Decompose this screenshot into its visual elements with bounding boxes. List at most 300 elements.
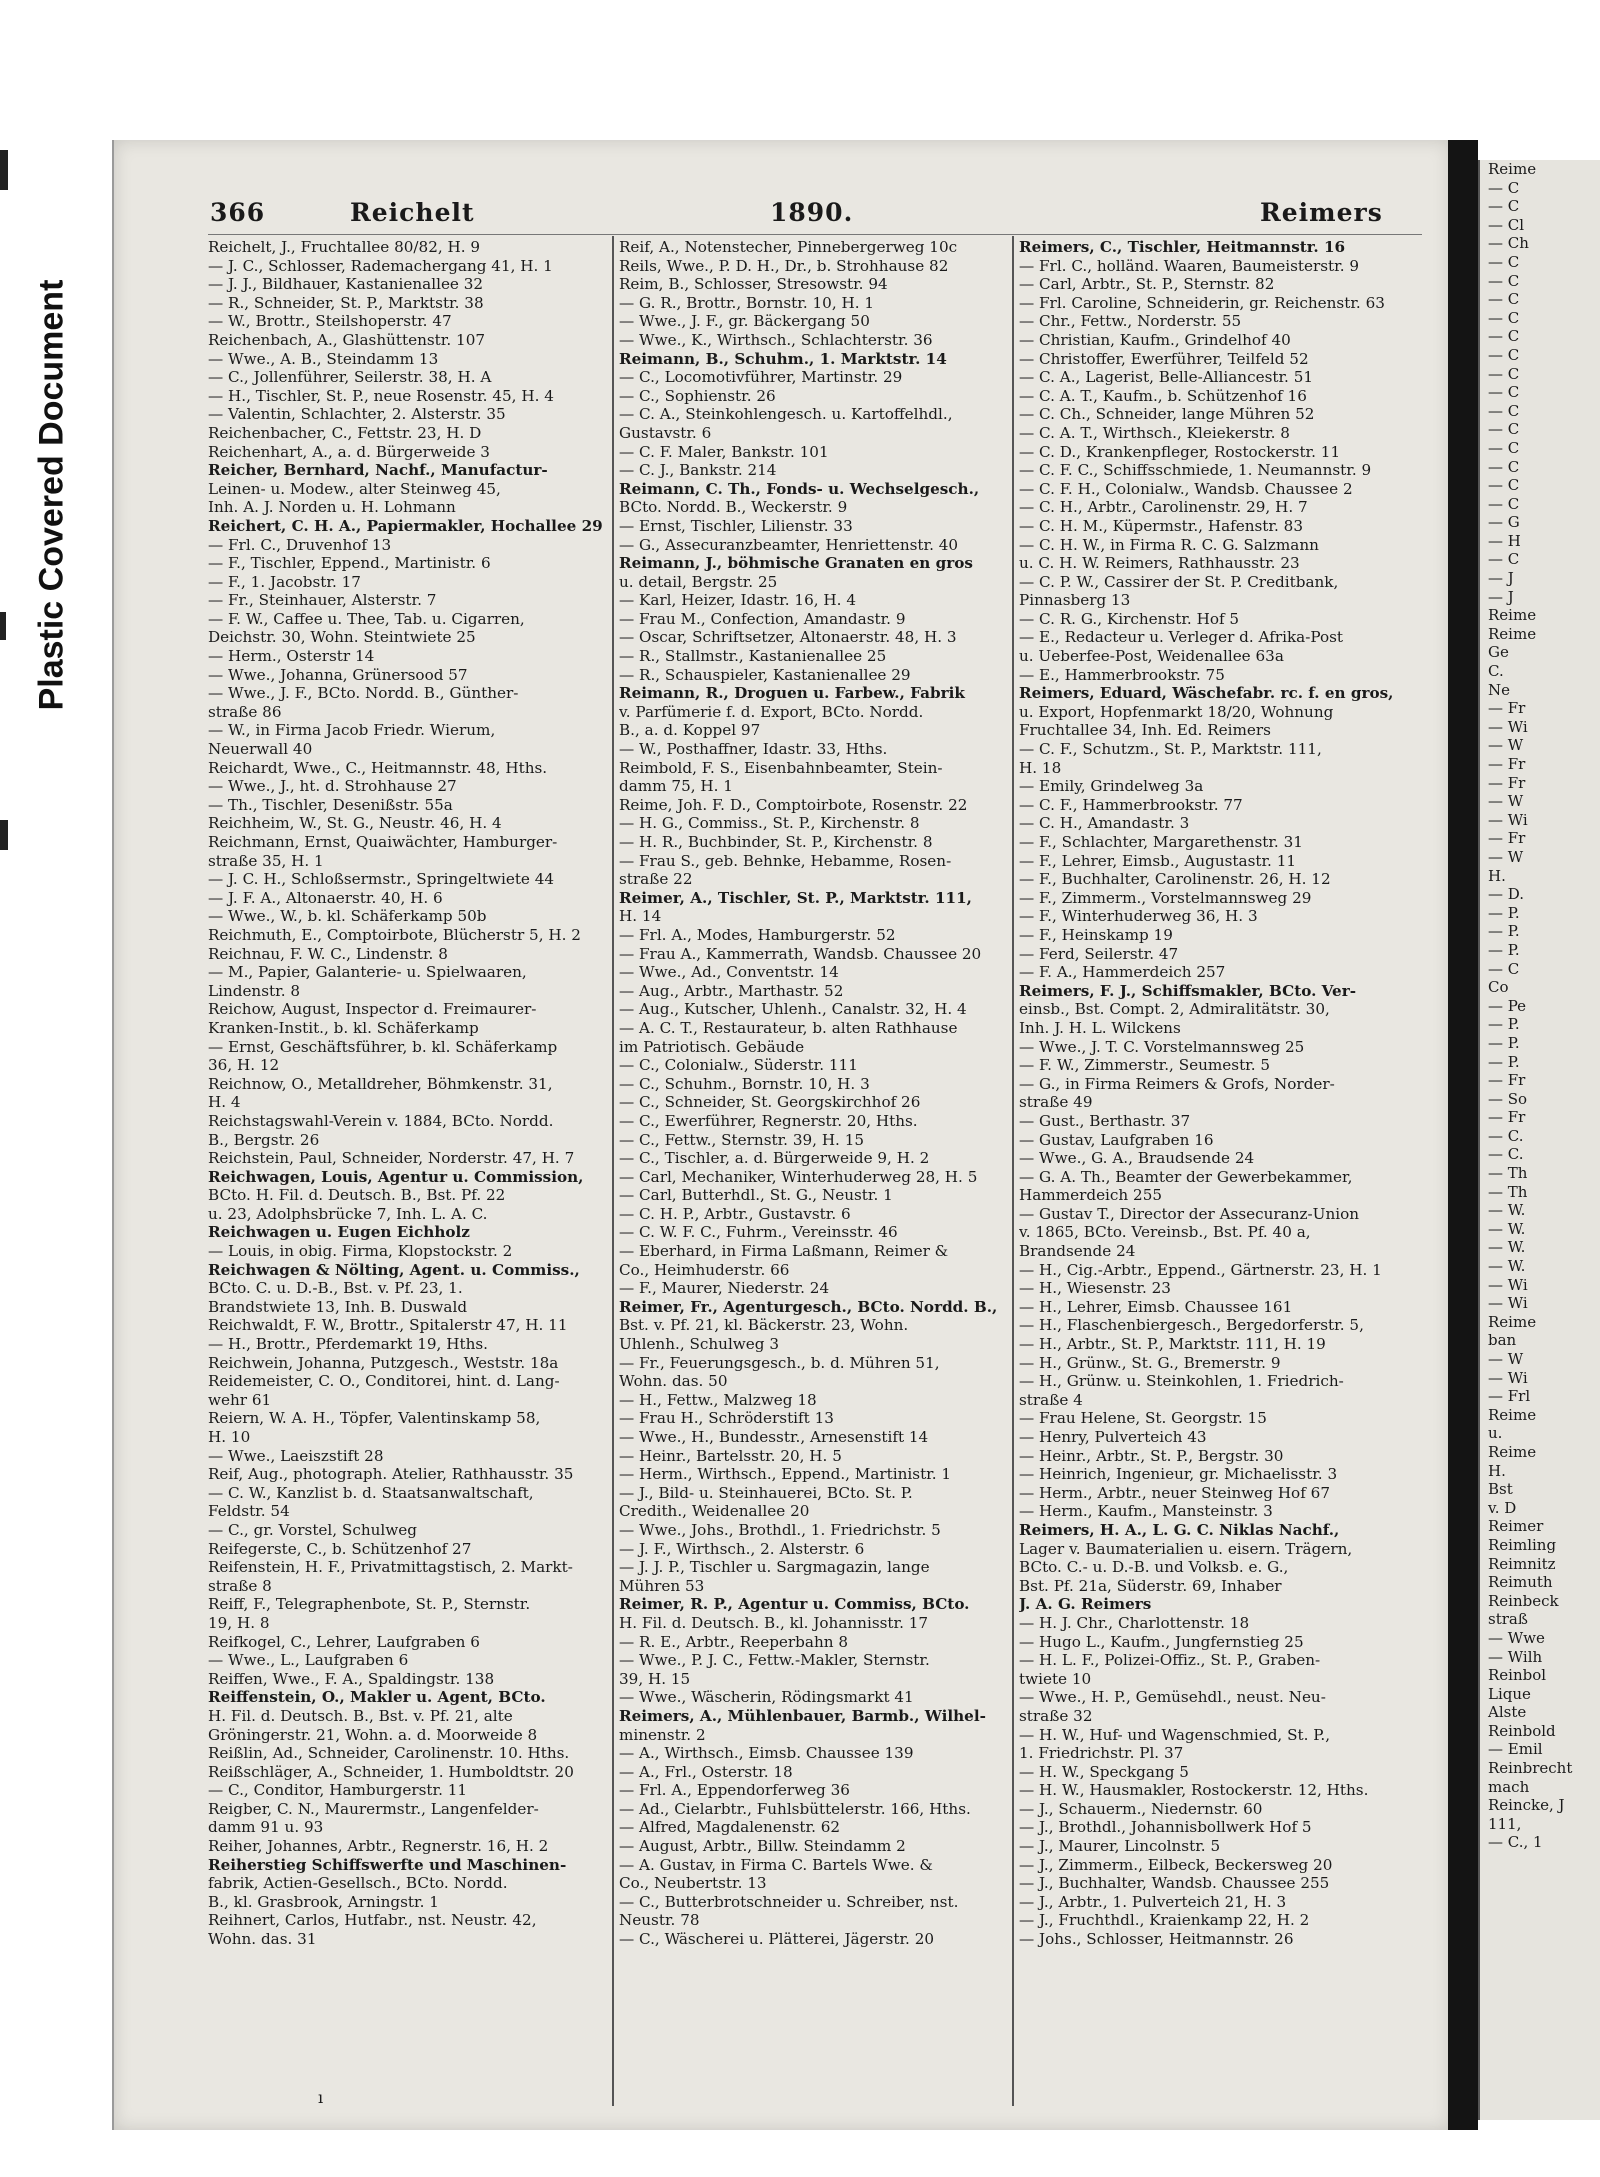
directory-entry-line: — Th., Tischler, Desenißstr. 55a (208, 795, 453, 814)
adjacent-page-line: Alste (1488, 1703, 1527, 1722)
adjacent-page-line: — Emil (1488, 1740, 1543, 1759)
adjacent-page-line: — Wwe (1488, 1628, 1545, 1647)
directory-entry-line: — H., Tischler, St. P., neue Rosenstr. 45, H. 4 (208, 386, 554, 405)
directory-entry-line: Brandstwiete 13, Inh. B. Duswald (208, 1297, 468, 1316)
header-left-keyword: Reichelt (350, 198, 475, 227)
adjacent-page-line: — C (1488, 178, 1520, 197)
directory-entry-line: — Gustav T., Director der Assecuranz-Union (1019, 1204, 1360, 1223)
adjacent-page-line: — So (1488, 1089, 1528, 1108)
adjacent-page-line: mach (1488, 1777, 1530, 1796)
adjacent-page-line: — Wi (1488, 717, 1528, 736)
directory-entry-line: — F., Winterhuderweg 36, H. 3 (1019, 907, 1258, 926)
directory-entry-line: — C., Locomotivführer, Martinstr. 29 (619, 368, 903, 387)
adjacent-page-line: — P. (1488, 922, 1520, 941)
adjacent-page-line: Reime (1488, 624, 1537, 643)
directory-entry-line: — C., Schuhm., Bornstr. 10, H. 3 (619, 1074, 870, 1093)
directory-entry-line: Inh. A. J. Norden u. H. Lohmann (208, 498, 456, 517)
directory-entry-line: — Eberhard, in Firma Laßmann, Reimer & (619, 1242, 949, 1261)
directory-entry-line: Wohn. das. 50 (619, 1372, 728, 1391)
directory-entry-line: — Wwe., Ad., Conventstr. 14 (619, 963, 839, 982)
directory-entry-line: u. detail, Bergstr. 25 (619, 572, 778, 591)
directory-entry-line: — E., Redacteur u. Verleger d. Afrika-Post (1019, 628, 1344, 647)
directory-entry-line: J. A. G. Reimers (1019, 1595, 1152, 1614)
directory-entry-line: Reiherstieg Schiffswerfte und Maschinen- (208, 1855, 567, 1874)
directory-entry-line: — Frl. C., Druvenhof 13 (208, 535, 392, 554)
adjacent-page-line: Reinbold (1488, 1721, 1556, 1740)
directory-entry-line: — J. C. H., Schloßsermstr., Springeltwiete 44 (208, 870, 555, 889)
directory-entry-line: Reichenbacher, C., Fettstr. 23, H. D (208, 423, 482, 442)
directory-entry-line: Reichwagen, Louis, Agentur u. Commission, (208, 1167, 584, 1186)
directory-entry-line: Reichstagswahl-Verein v. 1884, BCto. Nordd. (208, 1111, 554, 1130)
plastic-cover-text: Plastic Covered Document (32, 279, 71, 711)
directory-column-1 (208, 238, 608, 1949)
adjacent-page-line: — W. (1488, 1238, 1526, 1257)
adjacent-page-line: — C (1488, 327, 1520, 346)
directory-entry-line: — Heinr., Arbtr., St. P., Bergstr. 30 (1019, 1446, 1284, 1465)
directory-entry-line: — Wwe., H. P., Gemüsehdl., neust. Neu- (1019, 1688, 1326, 1707)
directory-entry-line: — Emily, Grindelweg 3a (1019, 777, 1204, 796)
directory-entry-line: — Herm., Osterstr 14 (208, 647, 375, 666)
directory-entry-line: Uhlenh., Schulweg 3 (619, 1335, 780, 1354)
directory-entry-line: — H., Grünw. u. Steinkohlen, 1. Friedrich- (1019, 1372, 1344, 1391)
directory-entry-line: — H., Wiesenstr. 23 (1019, 1279, 1171, 1298)
column-divider-1 (612, 236, 614, 2106)
directory-entry-line: — F., Schlachter, Margarethenstr. 31 (1019, 833, 1303, 851)
directory-entry-line: Lager v. Baumaterialien u. eisern. Trägern, (1019, 1539, 1353, 1558)
directory-entry-line: BCto. H. Fil. d. Deutsch. B., Bst. Pf. 22 (208, 1186, 506, 1205)
adjacent-page-line: — Cl (1488, 215, 1525, 234)
directory-entry-line: Reichwagen & Nölting, Agent. u. Commiss., (208, 1260, 580, 1279)
directory-entry-line: — C. F. H., Colonialw., Wandsb. Chaussee 2 (1019, 479, 1353, 498)
directory-entry-line: Reimer, Fr., Agenturgesch., BCto. Nordd. B., (619, 1297, 998, 1316)
directory-entry-line: B., a. d. Koppel 97 (619, 721, 761, 740)
directory-entry-line: Reidemeister, C. O., Conditorei, hint. d. Lang- (208, 1372, 560, 1391)
adjacent-page-line: — Fr (1488, 1108, 1526, 1127)
directory-entry-line: Reichwein, Johanna, Putzgesch., Weststr. 18a (208, 1353, 559, 1372)
adjacent-page-line: C. (1488, 662, 1504, 681)
directory-entry-line: straße 8 (208, 1576, 272, 1595)
header-right-keyword: Reimers (1260, 198, 1383, 227)
directory-entry-line: Reichstein, Paul, Schneider, Norderstr. 47, H. 7 (208, 1149, 575, 1168)
adjacent-page-line: Reimuth (1488, 1573, 1553, 1592)
adjacent-page-line: — C. (1488, 1126, 1524, 1145)
adjacent-page-line: — C., 1 (1488, 1833, 1543, 1852)
directory-entry-line: — Wwe., W., b. kl. Schäferkamp 50b (208, 907, 487, 926)
directory-entry-line: Reimann, R., Droguen u. Farbew., Fabrik (619, 684, 965, 703)
adjacent-page-line: Reinbrecht (1488, 1759, 1573, 1778)
directory-entry-line: — C. H. P., Arbtr., Gustavstr. 6 (619, 1204, 851, 1223)
directory-column-3 (1019, 238, 1419, 1949)
directory-entry-line: Reifkogel, C., Lehrer, Laufgraben 6 (208, 1632, 480, 1651)
directory-entry-line: — C., Butterbrotschneider u. Schreiber, nst. (619, 1892, 959, 1911)
directory-entry-line: — H., Brottr., Pferdemarkt 19, Hths. (208, 1335, 488, 1354)
directory-entry-line: Reichmann, Ernst, Quaiwächter, Hamburger- (208, 833, 558, 851)
adjacent-page-line: — Wi (1488, 1275, 1528, 1294)
adjacent-page-line: — Wi (1488, 1294, 1528, 1313)
directory-entry-line: — F. W., Caffee u. Thee, Tab. u. Cigarren, (208, 609, 525, 628)
directory-entry-line: — C. R. G., Kirchenstr. Hof 5 (1019, 609, 1240, 628)
directory-entry-line: Reichwagen u. Eugen Eichholz (208, 1223, 470, 1242)
directory-entry-line: — Carl, Butterhdl., St. G., Neustr. 1 (619, 1186, 893, 1205)
directory-entry-line: — Herm., Wirthsch., Eppend., Martinistr. 1 (619, 1465, 952, 1484)
directory-entry-line: — C. D., Krankenpfleger, Rostockerstr. 11 (1019, 442, 1341, 461)
adjacent-page-line: — P. (1488, 1052, 1520, 1071)
directory-entry-line: 39, H. 15 (619, 1669, 691, 1688)
directory-entry-line: — C., Tischler, a. d. Bürgerweide 9, H. 2 (619, 1149, 930, 1168)
directory-entry-line: — Wwe., Johs., Brothdl., 1. Friedrichstr. 5 (619, 1520, 941, 1539)
directory-entry-line: — J., Maurer, Lincolnstr. 5 (1019, 1837, 1221, 1856)
directory-entry-line: — Ernst, Tischler, Lilienstr. 33 (619, 516, 853, 535)
directory-entry-line: Reichelt, J., Fruchtallee 80/82, H. 9 (208, 238, 481, 256)
directory-entry-line: — Wwe., J. T. C. Vorstelmannsweg 25 (1019, 1037, 1305, 1056)
directory-entry-line: — H., Arbtr., St. P., Marktstr. 111, H. 19 (1019, 1335, 1326, 1354)
directory-entry-line: u. C. H. W. Reimers, Rathhausstr. 23 (1019, 554, 1300, 573)
adjacent-page-line: — W. (1488, 1201, 1526, 1220)
directory-entry-line: Reimann, C. Th., Fonds- u. Wechselgesch., (619, 479, 980, 498)
directory-entry-line: — H., Flaschenbiergesch., Bergedorferstr. 5, (1019, 1316, 1364, 1335)
directory-entry-line: Wohn. das. 31 (208, 1930, 317, 1949)
adjacent-page-line: Reime (1488, 606, 1537, 625)
adjacent-page-line: — Fr (1488, 1071, 1526, 1090)
directory-entry-line: — F. A., Hammerdeich 257 (1019, 963, 1226, 982)
directory-entry-line: — Christoffer, Ewerführer, Teilfeld 52 (1019, 349, 1309, 368)
directory-entry-line: — Fr., Steinhauer, Alsterstr. 7 (208, 591, 437, 610)
directory-entry-line: — H., Cig.-Arbtr., Eppend., Gärtnerstr. 23, H. 1 (1019, 1260, 1382, 1279)
directory-entry-line: Bst. Pf. 21a, Süderstr. 69, Inhaber (1019, 1576, 1282, 1595)
adjacent-page-line: Ne (1488, 680, 1511, 699)
directory-entry-line: — M., Papier, Galanterie- u. Spielwaaren, (208, 963, 527, 982)
directory-entry-line: — C. H. M., Küpermstr., Hafenstr. 83 (1019, 516, 1303, 535)
adjacent-page-line: Reinbol (1488, 1666, 1547, 1685)
directory-entry-line: — J., Bild- u. Steinhauerei, BCto. St. P. (619, 1483, 913, 1502)
adjacent-page-line: — W (1488, 1350, 1524, 1368)
directory-entry-line: Fruchtallee 34, Inh. Ed. Reimers (1019, 721, 1271, 740)
directory-entry-line: 1. Friedrichstr. Pl. 37 (1019, 1744, 1184, 1763)
directory-entry-line: twiete 10 (1019, 1669, 1092, 1688)
adjacent-page-line: — W (1488, 736, 1524, 755)
adjacent-page-line: Reime (1488, 160, 1537, 178)
directory-entry-line: — H. J. Chr., Charlottenstr. 18 (1019, 1613, 1250, 1632)
directory-entry-line: Gustavstr. 6 (619, 423, 712, 442)
adjacent-page-line: — C (1488, 420, 1520, 439)
directory-entry-line: — Valentin, Schlachter, 2. Alsterstr. 35 (208, 405, 506, 424)
directory-entry-line: — Frau M., Confection, Amandastr. 9 (619, 609, 906, 628)
directory-entry-line: Neuerwall 40 (208, 740, 313, 759)
adjacent-page-line: — C (1488, 197, 1520, 216)
directory-entry-line: — Frau Helene, St. Georgstr. 15 (1019, 1409, 1267, 1428)
directory-entry-line: — R., Schauspieler, Kastanienallee 29 (619, 665, 911, 684)
adjacent-page-line: — W (1488, 847, 1524, 866)
directory-entry-line: — J., Fruchthdl., Kraienkamp 22, H. 2 (1019, 1911, 1310, 1930)
adjacent-page-line: Reimling (1488, 1535, 1557, 1554)
adjacent-page-line: — P. (1488, 940, 1520, 959)
directory-entry-line: — J. J. P., Tischler u. Sargmagazin, lange (619, 1558, 930, 1577)
adjacent-page-line: — W (1488, 792, 1524, 811)
directory-entry-line: — J., Buchhalter, Wandsb. Chaussee 255 (1019, 1874, 1330, 1893)
adjacent-page-line: — Th (1488, 1182, 1528, 1201)
directory-entry-line: Reißlin, Ad., Schneider, Carolinenstr. 10. Hths. (208, 1744, 570, 1763)
directory-entry-line: H. 4 (208, 1093, 241, 1112)
directory-entry-line: Reichow, August, Inspector d. Freimaurer- (208, 1000, 537, 1019)
directory-entry-line: — Wwe., Wäscherin, Rödingsmarkt 41 (619, 1688, 914, 1707)
directory-entry-line: B., kl. Grasbrook, Arningstr. 1 (208, 1892, 439, 1911)
directory-entry-line: — F., Buchhalter, Carolinenstr. 26, H. 12 (1019, 870, 1331, 889)
directory-entry-line: — Ernst, Geschäftsführer, b. kl. Schäferkamp (208, 1037, 558, 1056)
directory-entry-line: BCto. Nordd. B., Weckerstr. 9 (619, 498, 848, 517)
edge-mark-bottom (0, 820, 8, 850)
directory-entry-line: straße 86 (208, 702, 282, 721)
directory-entry-line: — C. F. Maler, Bankstr. 101 (619, 442, 829, 461)
directory-entry-line: — C. Ch., Schneider, lange Mühren 52 (1019, 405, 1315, 424)
directory-entry-line: — C., Conditor, Hamburgerstr. 11 (208, 1781, 468, 1800)
adjacent-page-line: — Pe (1488, 996, 1527, 1015)
directory-entry-line: im Patriotisch. Gebäude (619, 1037, 805, 1056)
adjacent-page-line: — C (1488, 959, 1520, 978)
directory-entry-line: Reimer, A., Tischler, St. P., Marktstr. 111, (619, 888, 972, 907)
directory-entry-line: — W., Posthaffner, Idastr. 33, Hths. (619, 740, 888, 759)
directory-entry-line: — Wwe., J. F., gr. Bäckergang 50 (619, 312, 870, 331)
directory-entry-line: Reimer, R. P., Agentur u. Commiss, BCto. (619, 1595, 970, 1614)
directory-entry-line: — C. F., Schutzm., St. P., Marktstr. 111, (1019, 740, 1322, 759)
directory-entry-line: — Frau A., Kammerrath, Wandsb. Chaussee 20 (619, 944, 982, 963)
directory-entry-line: — Louis, in obig. Firma, Klopstockstr. 2 (208, 1242, 513, 1261)
adjacent-page-line: Reime (1488, 1312, 1537, 1331)
directory-entry-line: — R. E., Arbtr., Reeperbahn 8 (619, 1632, 849, 1651)
directory-entry-line: Reichnow, O., Metalldreher, Böhmkenstr. 31, (208, 1074, 553, 1093)
adjacent-page-line: — Fr (1488, 699, 1526, 718)
directory-entry-line: — Heinr., Bartelsstr. 20, H. 5 (619, 1446, 842, 1465)
directory-entry-line: straße 49 (1019, 1093, 1093, 1112)
directory-entry-line: Lindenstr. 8 (208, 981, 301, 1000)
directory-entry-line: 19, H. 8 (208, 1613, 270, 1632)
adjacent-page-line: Reinbeck (1488, 1591, 1559, 1610)
directory-entry-line: Bst. v. Pf. 21, kl. Bäckerstr. 23, Wohn. (619, 1316, 909, 1335)
directory-entry-line: Reichheim, W., St. G., Neustr. 46, H. 4 (208, 814, 502, 833)
directory-entry-line: Reichnau, F. W. C., Lindenstr. 8 (208, 944, 448, 963)
adjacent-page-line: — C (1488, 345, 1520, 364)
adjacent-page-line: — C (1488, 457, 1520, 476)
adjacent-page-line: — C (1488, 364, 1520, 383)
directory-entry-line: — J. C., Schlosser, Rademachergang 41, H. 1 (208, 256, 553, 275)
directory-entry-line: Reihnert, Carlos, Hutfabr., nst. Neustr. 42, (208, 1911, 537, 1930)
adjacent-page-line: — W. (1488, 1219, 1526, 1238)
adjacent-page-line: u. (1488, 1424, 1503, 1443)
directory-entry-line: Mühren 53 (619, 1576, 705, 1595)
adjacent-page-line: — C (1488, 290, 1520, 309)
directory-entry-line: — Wwe., L., Laufgraben 6 (208, 1651, 409, 1670)
directory-entry-line: 36, H. 12 (208, 1056, 280, 1075)
directory-entry-line: — Ad., Cielarbtr., Fuhlsbüttelerstr. 166, Hths. (619, 1799, 971, 1818)
directory-entry-line: — August, Arbtr., Billw. Steindamm 2 (619, 1837, 906, 1856)
directory-entry-line: — Wwe., K., Wirthsch., Schlachterstr. 36 (619, 330, 933, 349)
directory-entry-line: — E., Hammerbrookstr. 75 (1019, 665, 1225, 684)
directory-entry-line: — F. W., Zimmerstr., Seumestr. 5 (1019, 1056, 1271, 1075)
directory-entry-line: — Carl, Arbtr., St. P., Sternstr. 82 (1019, 275, 1275, 294)
adjacent-page-line: — C (1488, 494, 1520, 513)
directory-entry-line: — Aug., Arbtr., Marthastr. 52 (619, 981, 844, 1000)
adjacent-page-line: — D. (1488, 885, 1525, 904)
directory-entry-line: — W., in Firma Jacob Friedr. Wierum, (208, 721, 496, 740)
adjacent-page-line: — C (1488, 271, 1520, 290)
adjacent-page-line: — Fr (1488, 755, 1526, 773)
edge-mark-middle (0, 612, 6, 640)
directory-entry-line: — H. L. F., Polizei-Offiz., St. P., Graben- (1019, 1651, 1321, 1670)
directory-entry-line: — Gustav, Laufgraben 16 (1019, 1130, 1214, 1149)
adjacent-page-fragment (1478, 160, 1600, 2120)
directory-entry-line: — J., Brothdl., Johannisbollwerk Hof 5 (1019, 1818, 1312, 1837)
directory-entry-line: — C. W. F. C., Fuhrm., Vereinsstr. 46 (619, 1223, 898, 1242)
directory-entry-line: — Karl, Heizer, Idastr. 16, H. 4 (619, 591, 856, 610)
adjacent-page-line: v. D (1488, 1498, 1517, 1517)
directory-entry-line: — R., Schneider, St. P., Marktstr. 38 (208, 293, 484, 312)
directory-entry-line: Pinnasberg 13 (1019, 591, 1131, 610)
directory-entry-line: Reichenbach, A., Glashüttenstr. 107 (208, 330, 486, 349)
adjacent-page-line: — Wi (1488, 1368, 1528, 1387)
directory-entry-line: — C. F. C., Schiffsschmiede, 1. Neumannstr. 9 (1019, 461, 1372, 480)
directory-entry-line: — A., Wirthsch., Eimsb. Chaussee 139 (619, 1744, 914, 1763)
adjacent-page-line: — Fr (1488, 829, 1526, 848)
directory-entry-line: Reichmuth, E., Comptoirbote, Blücherstr 5, H. 2 (208, 925, 581, 944)
adjacent-page-line: — P. (1488, 903, 1520, 922)
directory-entry-line: — Johs., Schlosser, Heitmannstr. 26 (1019, 1930, 1294, 1949)
directory-entry-line: — H., Grünw., St. G., Bremerstr. 9 (1019, 1353, 1281, 1372)
directory-entry-line: v. 1865, BCto. Vereinsb., Bst. Pf. 40 a, (1019, 1223, 1311, 1242)
directory-entry-line: — Wwe., G. A., Braudsende 24 (1019, 1149, 1255, 1168)
adjacent-page-line: — W. (1488, 1257, 1526, 1276)
directory-entry-line: — Herm., Kaufm., Mansteinstr. 3 (1019, 1502, 1273, 1521)
directory-entry-line: — Alfred, Magdalenenstr. 62 (619, 1818, 841, 1837)
adjacent-page-line: Reimnitz (1488, 1554, 1556, 1573)
directory-entry-line: Co., Heimhuderstr. 66 (619, 1260, 790, 1279)
directory-entry-line: — Wwe., J., ht. d. Strohhause 27 (208, 777, 457, 796)
directory-entry-line: H. Fil. d. Deutsch. B., kl. Johannisstr. 17 (619, 1613, 929, 1632)
directory-entry-line: Reißschläger, A., Schneider, 1. Humboldtstr. 20 (208, 1762, 574, 1781)
adjacent-page-line: — H (1488, 531, 1521, 550)
adjacent-page-line: — C (1488, 383, 1520, 402)
directory-entry-line: minenstr. 2 (619, 1725, 706, 1744)
directory-entry-line: — Frl. C., holländ. Waaren, Baumeisterstr. 9 (1019, 256, 1360, 275)
page-header (210, 198, 1390, 238)
directory-entry-line: Reichardt, Wwe., C., Heitmannstr. 48, Hths. (208, 758, 548, 777)
page-number: 366 (210, 198, 266, 227)
adjacent-page-line: — C (1488, 476, 1520, 495)
directory-entry-line: Reiffenstein, O., Makler u. Agent, BCto. (208, 1688, 546, 1707)
adjacent-page-line: — Ch (1488, 234, 1529, 253)
directory-entry-line: — Frl. A., Eppendorferweg 36 (619, 1781, 850, 1800)
adjacent-page-line: Reime (1488, 1442, 1537, 1461)
directory-entry-line: straße 32 (1019, 1706, 1093, 1725)
directory-entry-line: Reimann, J., böhmische Granaten en gros (619, 554, 973, 573)
directory-entry-line: — J. F. A., Altonaerstr. 40, H. 6 (208, 888, 443, 907)
directory-entry-line: Reimers, C., Tischler, Heitmannstr. 16 (1019, 238, 1346, 256)
adjacent-page-line: — J (1488, 587, 1514, 606)
directory-entry-line: damm 75, H. 1 (619, 777, 733, 796)
directory-entry-line: — F., Lehrer, Eimsb., Augustastr. 11 (1019, 851, 1297, 870)
directory-entry-line: — F., Maurer, Niederstr. 24 (619, 1279, 830, 1298)
directory-entry-line: — H., Fettw., Malzweg 18 (619, 1390, 817, 1409)
adjacent-page-line: ban (1488, 1331, 1517, 1350)
adjacent-page-line: — C (1488, 401, 1520, 420)
directory-entry-line: — Christian, Kaufm., Grindelhof 40 (1019, 330, 1291, 349)
directory-entry-line: — J. J., Bildhauer, Kastanienallee 32 (208, 275, 484, 294)
directory-entry-line: — Wwe., P. J. C., Fettw.-Makler, Sternstr. (619, 1651, 930, 1670)
directory-entry-line: — R., Stallmstr., Kastanienallee 25 (619, 647, 887, 666)
adjacent-page-line: Reime (1488, 1405, 1537, 1424)
directory-entry-line: Co., Neubertstr. 13 (619, 1874, 767, 1893)
directory-entry-line: Reim, B., Schlosser, Stresowstr. 94 (619, 275, 888, 294)
directory-entry-line: Gröningerstr. 21, Wohn. a. d. Moorweide 8 (208, 1725, 538, 1744)
adjacent-page-line: — C (1488, 438, 1520, 457)
directory-entry-line: Deichstr. 30, Wohn. Steintwiete 25 (208, 628, 476, 647)
directory-entry-line: Reimers, H. A., L. G. C. Niklas Nachf., (1019, 1520, 1340, 1539)
directory-entry-line: straße 22 (619, 870, 693, 889)
directory-entry-line: Reiern, W. A. H., Töpfer, Valentinskamp 58, (208, 1409, 541, 1428)
plastic-cover-label (18, 245, 86, 745)
adjacent-page-line: H. (1488, 1461, 1506, 1480)
directory-entry-line: — C. H. W., in Firma R. C. G. Salzmann (1019, 535, 1319, 554)
adjacent-page-line: — Frl (1488, 1387, 1531, 1406)
adjacent-page-line: — C (1488, 308, 1520, 327)
directory-entry-line: — Frl. Caroline, Schneiderin, gr. Reichenstr. 63 (1019, 293, 1385, 312)
directory-entry-line: Reime, Joh. F. D., Comptoirbote, Rosenstr. 22 (619, 795, 968, 814)
directory-entry-line: Reifenstein, H. F., Privatmittagstisch, 2. Markt- (208, 1558, 573, 1577)
directory-entry-line: — Wwe., J. F., BCto. Nordd. B., Günther- (208, 684, 519, 703)
directory-entry-line: — Herm., Arbtr., neuer Steinweg Hof 67 (1019, 1483, 1330, 1502)
directory-entry-line: — Wwe., H., Bundesstr., Arnesenstift 14 (619, 1428, 929, 1446)
directory-entry-line: fabrik, Actien-Gesellsch., BCto. Nordd. (208, 1874, 508, 1893)
directory-entry-line: Reimers, Eduard, Wäschefabr. rc. f. en gros, (1019, 684, 1394, 703)
directory-entry-line: — C., Wäscherei u. Plätterei, Jägerstr. 20 (619, 1930, 935, 1949)
directory-entry-line: einsb., Bst. Compt. 2, Admiralitätstr. 30, (1019, 1000, 1330, 1019)
directory-entry-line: — F., Heinskamp 19 (1019, 925, 1173, 944)
directory-entry-line: — Heinrich, Ingenieur, gr. Michaelisstr. 3 (1019, 1465, 1338, 1484)
directory-entry-line: Hammerdeich 255 (1019, 1186, 1163, 1205)
directory-entry-line: Reils, Wwe., P. D. H., Dr., b. Strohhause 82 (619, 256, 949, 275)
directory-entry-line: v. Parfümerie f. d. Export, BCto. Nordd. (619, 702, 924, 721)
directory-entry-line: — A. Gustav, in Firma C. Bartels Wwe. & (619, 1855, 933, 1874)
directory-entry-line: — Ferd, Seilerstr. 47 (1019, 944, 1179, 963)
directory-entry-line: — F., 1. Jacobstr. 17 (208, 572, 361, 591)
directory-entry-line: — Carl, Mechaniker, Winterhuderweg 28, H. 5 (619, 1167, 978, 1186)
directory-page (112, 140, 1450, 2130)
directory-entry-line: — Henry, Pulverteich 43 (1019, 1428, 1207, 1446)
directory-entry-line: u. Ueberfee-Post, Weidenallee 63a (1019, 647, 1284, 666)
directory-entry-line: — C. J., Bankstr. 214 (619, 461, 777, 480)
adjacent-page-line: — C. (1488, 1145, 1524, 1164)
directory-entry-line: — H. W., Hausmakler, Rostockerstr. 12, Hths. (1019, 1781, 1369, 1800)
directory-entry-line: BCto. C.- u. D.-B. und Volksb. e. G., (1019, 1558, 1289, 1577)
directory-entry-line: — C., Colonialw., Süderstr. 111 (619, 1056, 858, 1075)
directory-entry-line: — A. C. T., Restaurateur, b. alten Rathhause (619, 1018, 958, 1037)
header-rule (208, 234, 1422, 235)
directory-entry-line: Leinen- u. Modew., alter Steinweg 45, (208, 479, 501, 498)
directory-entry-line: Reichenhart, A., a. d. Bürgerweide 3 (208, 442, 490, 461)
directory-entry-line: — Gust., Berthastr. 37 (1019, 1111, 1191, 1130)
directory-entry-line: — C., Fettw., Sternstr. 39, H. 15 (619, 1130, 865, 1149)
directory-entry-line: Reimann, B., Schuhm., 1. Marktstr. 14 (619, 349, 947, 368)
directory-entry-line: u. 23, Adolphsbrücke 7, Inh. L. A. C. (208, 1204, 488, 1223)
directory-entry-line: — W., Brottr., Steilshoperstr. 47 (208, 312, 452, 331)
directory-entry-line: Neustr. 78 (619, 1911, 700, 1930)
directory-entry-line: Feldstr. 54 (208, 1502, 290, 1521)
adjacent-page-line: — Th (1488, 1164, 1528, 1183)
directory-entry-line: — H. R., Buchbinder, St. P., Kirchenstr. 8 (619, 833, 933, 851)
directory-entry-line: wehr 61 (208, 1390, 272, 1409)
directory-entry-line: — C., Sophienstr. 26 (619, 386, 776, 405)
header-year: 1890. (770, 198, 854, 227)
adjacent-page-line: — P. (1488, 1033, 1520, 1052)
directory-entry-line: Reicher, Bernhard, Nachf., Manufactur- (208, 461, 548, 480)
